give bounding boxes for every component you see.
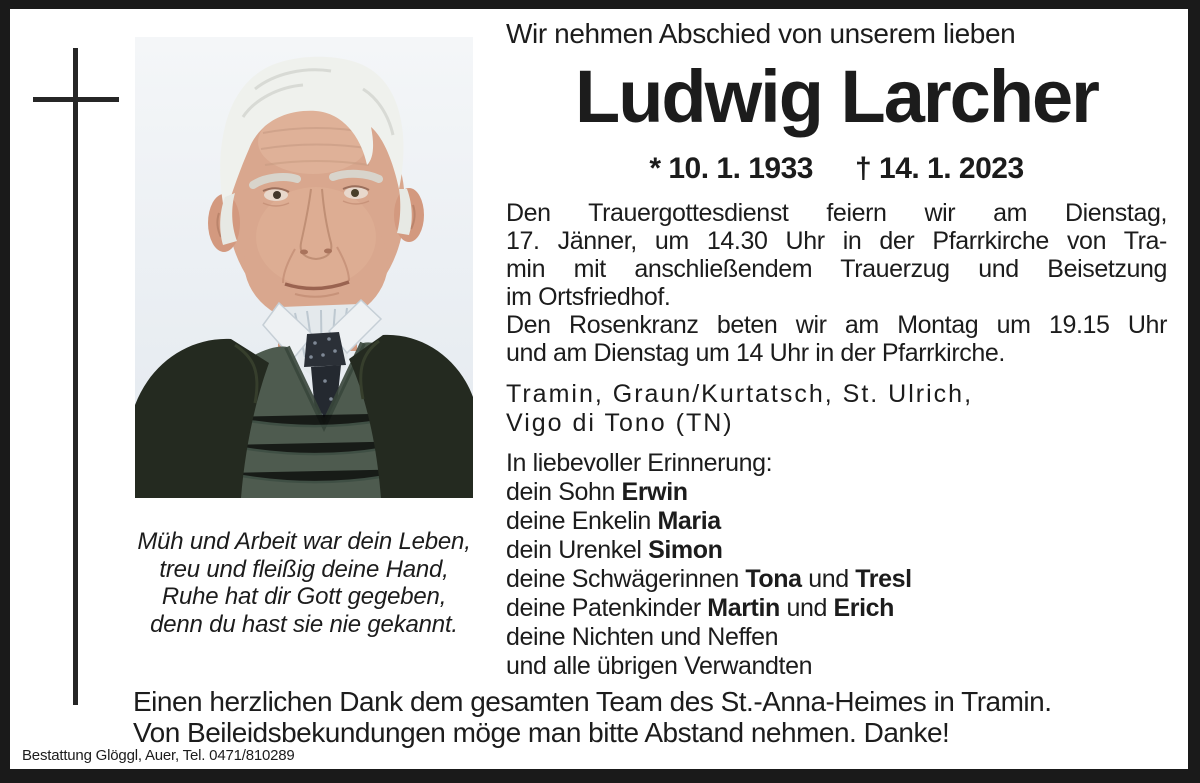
places-line: Tramin, Graun/Kurtatsch, St. Ulrich, [506,380,974,408]
funeral-home-info: Bestattung Glöggl, Auer, Tel. 0471/810289 [22,747,295,764]
remembrance-line [506,536,1167,565]
funeral-service-details [506,199,1167,367]
acknowledgement-line: Einen herzlichen Dank dem gesamten Team des St.-Anna-Heimes in Tramin. [133,686,1052,717]
remembrance-line [506,507,1167,536]
family-member-name: Martin [707,594,780,622]
family-relation-text: deine Schwägerinnen [506,565,746,593]
cross-horizontal-bar [33,97,119,102]
poem-line: Müh und Arbeit war dein Leben, [137,528,471,555]
announcement-intro: Wir nehmen Abschied von unserem lieben [506,18,1016,49]
mourning-places [506,380,1167,438]
service-line: im Ortsfriedhof. [506,283,671,311]
remembrance-list [506,449,1167,681]
poem-line: denn du hast sie nie gekannt. [150,610,458,638]
remembrance-line [506,623,1167,652]
family-relation-text: und alle übrigen Verwandten [506,652,813,680]
family-member-name: Tresl [855,565,912,593]
deceased-name: Ludwig Larcher [575,55,1098,138]
remembrance-line [506,652,1167,681]
family-member-name: Simon [648,536,723,564]
cross-vertical-bar [73,48,78,705]
family-relation-text: deine Nichten und Neffen [506,623,779,651]
family-relation-text: deine Patenkinder [506,594,708,622]
service-line: min mit anschließendem Trauerzug und Beisetzung [506,255,1167,283]
remembrance-heading: In liebevoller Erinnerung: [506,449,773,477]
remembrance-line [506,565,1167,594]
family-member-name: Maria [657,507,721,535]
birth-date: * 10. 1. 1933 [649,152,813,185]
poem-line: Ruhe hat dir Gott gegeben, [161,583,447,610]
service-line: Den Rosenkranz beten wir am Montag um 19.15 Uhr [506,311,1167,339]
announcement-column [506,9,1167,769]
poem-line: treu und fleißig deine Hand, [159,555,449,583]
acknowledgement [133,686,1118,748]
remembrance-line [506,478,1167,507]
service-line: Den Trauergottesdienst feiern wir am Dienstag, [506,199,1167,227]
family-member-name: Erwin [621,478,688,506]
portrait-photo [135,37,473,498]
death-date: † 14. 1. 2023 [855,152,1024,185]
family-relation-text: und [779,594,834,622]
life-dates [506,152,1167,186]
places-line: Vigo di Tono (TN) [506,409,734,437]
family-relation-text: dein Sohn [506,478,622,506]
service-line: und am Dienstag um 14 Uhr in der Pfarrkirche. [506,339,1005,367]
portrait-photo-image [135,37,473,498]
acknowledgement-line: Von Beileidsbekundungen möge man bitte Abstand nehmen. Danke! [133,717,950,748]
family-relation-text: dein Urenkel [506,536,649,564]
remembrance-line [506,594,1167,623]
family-relation-text: deine Enkelin [506,507,658,535]
service-line: 17. Jänner, um 14.30 Uhr in der Pfarrkirche von Tra- [506,227,1167,255]
obituary-sheet [10,9,1188,769]
family-member-name: Erich [833,594,895,622]
memorial-poem [109,528,499,638]
family-member-name: Tona [745,565,802,593]
family-relation-text: und [801,565,856,593]
